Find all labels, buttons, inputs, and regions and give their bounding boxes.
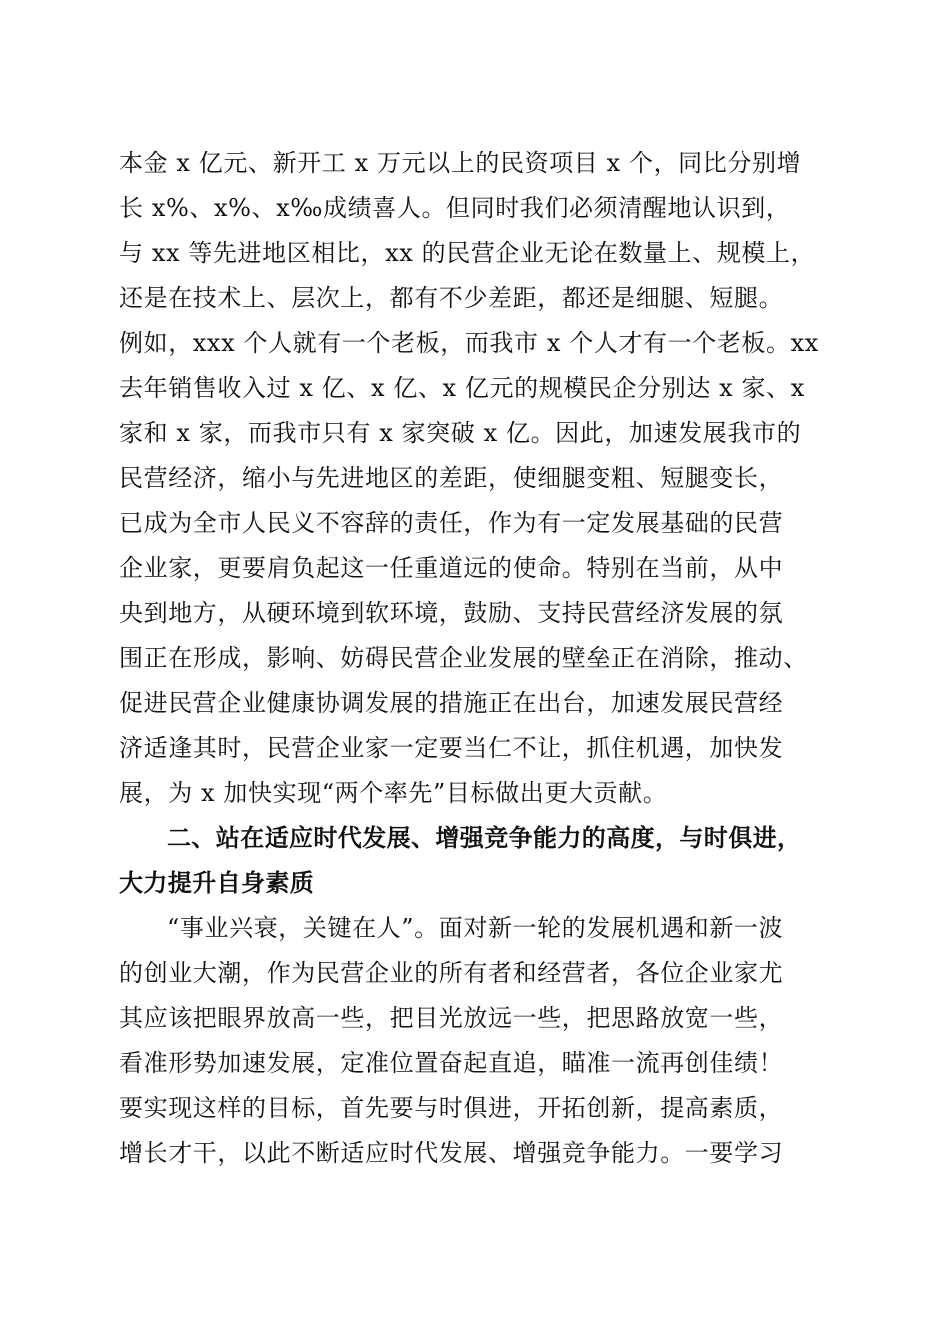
paragraph-line: 已成为全市人民义不容辞的责任，作为有一定发展基础的民营 bbox=[119, 509, 784, 537]
paragraph-line: “事业兴衰，关键在人”。面对新一轮的发展机遇和新一波 bbox=[167, 914, 784, 942]
paragraph-line: 济适逢其时，民营企业家一定要当仁不让，抓住机遇，加快发 bbox=[119, 734, 784, 762]
paragraph-line: 民营经济，缩小与先进地区的差距，使细腿变粗、短腿变长， bbox=[119, 464, 784, 492]
paragraph-line: 其应该把眼界放高一些，把目光放远一些，把思路放宽一些， bbox=[119, 1004, 784, 1032]
paragraph-line: 长 x%、x%、x‰成绩喜人。但同时我们必须清醒地认识到， bbox=[119, 194, 791, 222]
paragraph-line: 展，为 x 加快实现“两个率先”目标做出更大贡献。 bbox=[119, 779, 668, 807]
paragraph-line: 围正在形成，影响、妨碍民营企业发展的壁垒正在消除，推动、 bbox=[119, 644, 808, 672]
paragraph-line: 还是在技术上、层次上，都有不少差距，都还是细腿、短腿。 bbox=[119, 284, 784, 312]
paragraph-line: 企业家，更要肩负起这一任重道远的使命。特别在当前，从中 bbox=[119, 554, 784, 582]
paragraph-line: 例如，xxx 个人就有一个老板，而我市 x 个人才有一个老板。xx bbox=[119, 329, 819, 357]
section-heading: 二、站在适应时代发展、增强竞争能力的高度，与时俱进， bbox=[167, 824, 802, 852]
paragraph-line: 本金 x 亿元、新开工 x 万元以上的民资项目 x 个，同比分别增 bbox=[119, 149, 802, 177]
paragraph-line: 家和 x 家，而我市只有 x 家突破 x 亿。因此，加速发展我市的 bbox=[119, 419, 802, 447]
paragraph-line: 去年销售收入过 x 亿、x 亿、x 亿元的规模民企分别达 x 家、x bbox=[119, 374, 805, 402]
paragraph-line: 央到地方，从硬环境到软环境，鼓励、支持民营经济发展的氛 bbox=[119, 599, 784, 627]
paragraph-line: 要实现这样的目标，首先要与时俱进，开拓创新，提高素质， bbox=[119, 1094, 784, 1122]
paragraph-line: 看准形势加速发展，定准位置奋起直追，瞄准一流再创佳绩！ bbox=[119, 1049, 784, 1077]
paragraph-line: 与 xx 等先进地区相比，xx 的民营企业无论在数量上、规模上， bbox=[119, 239, 816, 267]
section-heading: 大力提升自身素质 bbox=[119, 869, 315, 897]
paragraph-line: 的创业大潮，作为民营企业的所有者和经营者，各位企业家尤 bbox=[119, 959, 784, 987]
paragraph-line: 增长才干，以此不断适应时代发展、增强竞争能力。一要学习 bbox=[119, 1139, 784, 1167]
paragraph-line: 促进民营企业健康协调发展的措施正在出台，加速发展民营经 bbox=[119, 689, 784, 717]
